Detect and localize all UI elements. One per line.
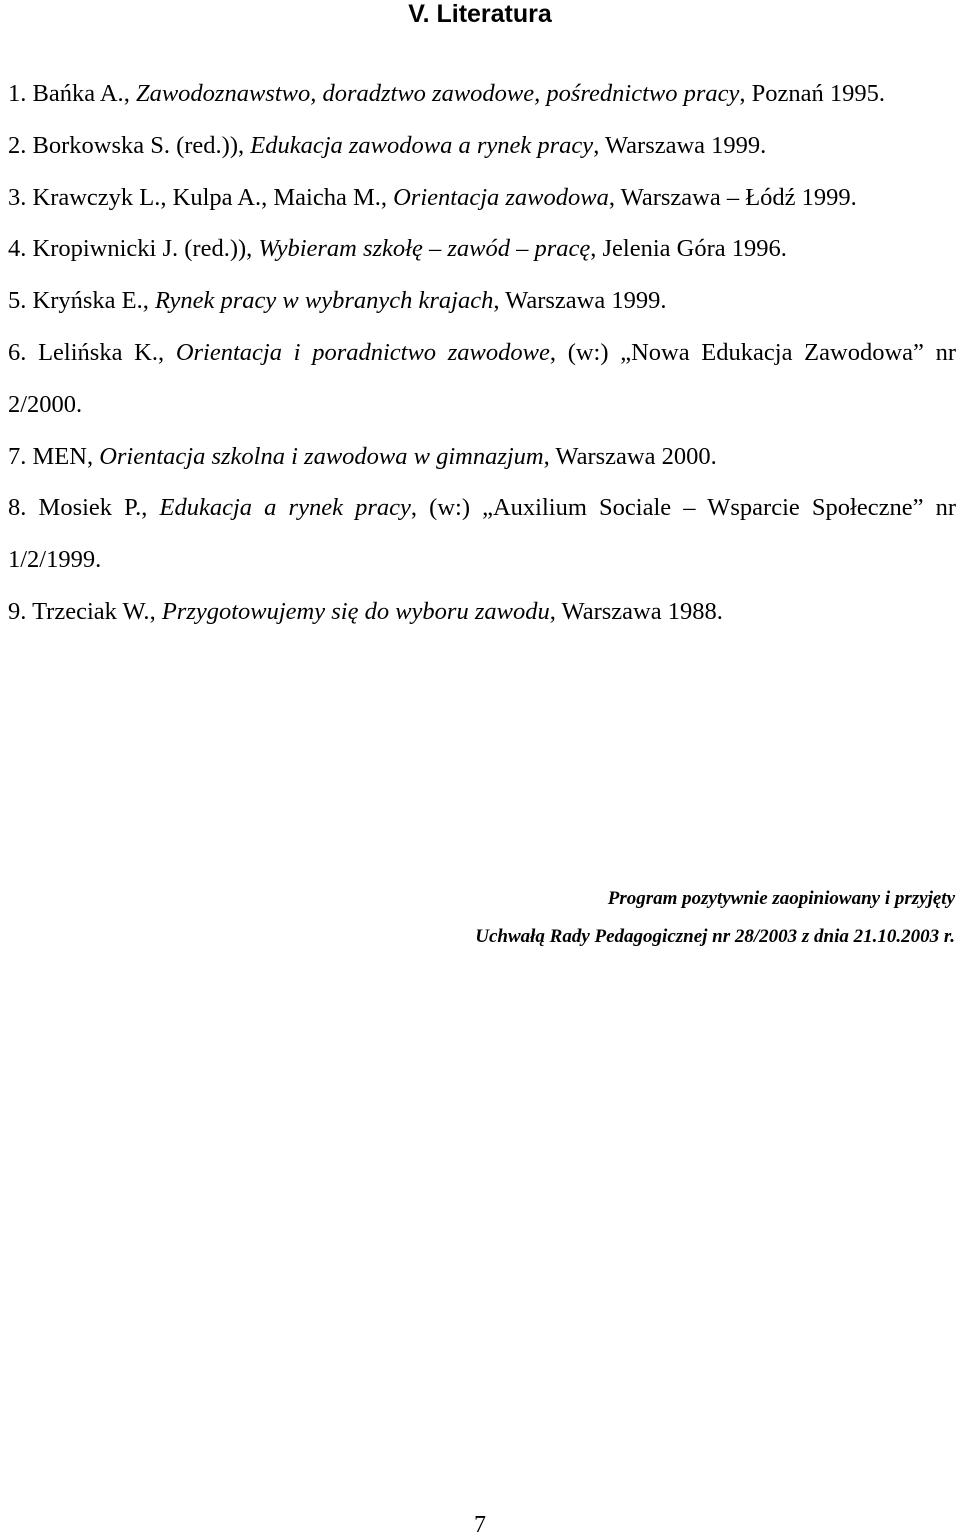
reference-title: Rynek pracy w wybranych krajach (154, 287, 494, 315)
reference-number: 6. (8, 338, 27, 366)
reference-title: Orientacja szkolna i zawodowa w gimnazjum (99, 442, 544, 470)
reference-author: Kryńska E. (32, 287, 143, 315)
reference-item (8, 223, 956, 275)
reference-list (8, 68, 956, 638)
reference-author: Kropiwnicki J. (red.) (32, 235, 238, 263)
reference-title: Orientacja zawodowa (393, 183, 609, 211)
reference-author: MEN (32, 442, 87, 470)
reference-details: , Warszawa 1999. (493, 287, 667, 315)
reference-details: , Jelenia Góra 1996. (590, 235, 787, 263)
reference-item (8, 275, 956, 327)
reference-number: 7. (8, 442, 27, 470)
reference-details: , Poznań 1995. (739, 80, 886, 107)
reference-item (8, 327, 956, 431)
reference-title: Orientacja i poradnictwo zawodowe (175, 338, 550, 366)
reference-number: 8. (8, 494, 27, 522)
reference-author: Trzeciak W. (32, 597, 150, 625)
reference-details: , Warszawa 1988. (549, 597, 723, 625)
section-heading: V. Literatura (408, 0, 552, 28)
reference-title: Zawodoznawstwo, doradztwo zawodowe, pośrednictwo pracy (135, 80, 740, 107)
reference-number: 3. (8, 183, 27, 211)
reference-item (8, 482, 956, 586)
reference-details: , Warszawa – Łódź 1999. (608, 183, 857, 211)
reference-author: Krawczyk L., Kulpa A., Maicha M. (32, 183, 381, 211)
reference-author: Lelińska K. (38, 338, 158, 366)
page-number: 7 (474, 1512, 486, 1538)
reference-item (8, 586, 956, 638)
approval-line: Uchwałą Rady Pedagogicznej nr 28/2003 z dnia 21.10.2003 r. (475, 926, 955, 947)
reference-separator: , (141, 494, 160, 522)
reference-item (8, 68, 956, 120)
reference-separator: , (142, 287, 155, 315)
reference-number: 9. (8, 597, 27, 625)
reference-details: , (w:) „Auxilium Sociale – Wsparcie Społeczne” nr 1/2/1999. (8, 494, 957, 574)
reference-separator: , (149, 597, 162, 625)
reference-number: 1. (8, 80, 27, 107)
reference-title: Edukacja zawodowa a rynek pracy (250, 131, 594, 159)
reference-title: Przygotowujemy się do wyboru zawodu (161, 597, 550, 625)
approval-note (475, 880, 955, 956)
reference-item (8, 431, 956, 483)
reference-details: , (w:) „Nowa Edukacja Zawodowa” nr 2/2000. (8, 338, 957, 418)
reference-details: , Warszawa 2000. (543, 442, 717, 470)
reference-number: 4. (8, 235, 27, 263)
reference-author: Borkowska S. (red.) (32, 131, 230, 159)
reference-details: , Warszawa 1999. (593, 131, 767, 159)
reference-separator: , (123, 80, 136, 107)
approval-line: Program pozytywnie zaopiniowany i przyjęty (607, 888, 955, 909)
reference-author: Bańka A. (32, 80, 124, 107)
reference-title: Edukacja a rynek pracy (159, 494, 411, 522)
reference-title: Wybieram szkołę – zawód – pracę (258, 235, 591, 263)
reference-number: 5. (8, 287, 27, 315)
reference-separator: ), (229, 131, 251, 159)
reference-item (8, 172, 956, 224)
reference-separator: ), (237, 235, 259, 263)
reference-author: Mosiek P. (38, 494, 142, 522)
reference-number: 2. (8, 131, 27, 159)
reference-separator: , (86, 442, 100, 470)
reference-separator: , (157, 338, 176, 366)
reference-item (8, 120, 956, 172)
reference-separator: , (380, 183, 394, 211)
